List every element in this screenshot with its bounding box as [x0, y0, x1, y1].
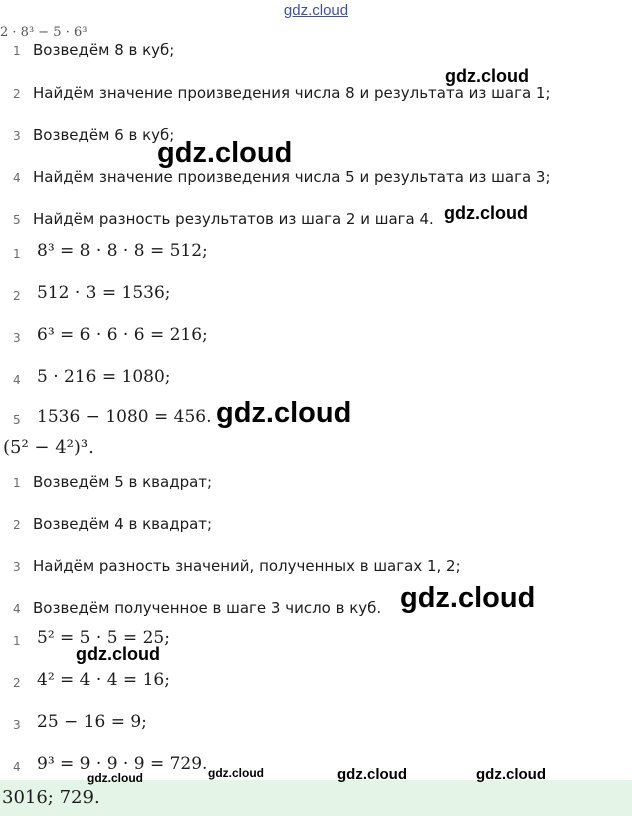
- list-item: [0, 209, 632, 233]
- list-item: [0, 472, 632, 496]
- watermark: gdz.cloud: [208, 766, 264, 780]
- list-item: [0, 83, 632, 107]
- list-item: [0, 283, 632, 307]
- step-number: 4: [13, 760, 21, 774]
- step-text: Возведём 4 в квадрат;: [33, 515, 213, 533]
- list-item: [0, 670, 632, 694]
- step-number: 3: [13, 718, 21, 732]
- step-text: Возведём 6 в куб;: [33, 126, 175, 144]
- list-item: [0, 367, 632, 391]
- math-line: 4² = 4 · 4 = 16;: [37, 670, 170, 690]
- watermark: gdz.cloud: [476, 766, 546, 783]
- watermark: gdz.cloud: [445, 66, 529, 86]
- watermark: gdz.cloud: [400, 582, 536, 614]
- watermark: gdz.cloud: [444, 203, 528, 223]
- step-number: 5: [13, 213, 21, 227]
- math-line: 5² = 5 · 5 = 25;: [37, 628, 170, 648]
- list-item: [0, 598, 632, 622]
- list-item: [0, 125, 632, 149]
- step-number: 3: [13, 129, 21, 143]
- watermark: gdz.cloud: [76, 644, 160, 664]
- step-number: 1: [13, 634, 21, 648]
- step-number: 1: [13, 247, 21, 261]
- list-item: [0, 167, 632, 191]
- step-text: Возведём полученное в шаге 3 число в куб.: [33, 599, 382, 617]
- step-number: 2: [13, 518, 21, 532]
- list-item: [0, 325, 632, 349]
- list-item: [0, 712, 632, 736]
- step-number: 2: [13, 87, 21, 101]
- cut-off-expression: 2 · 8³ − 5 · 6³: [0, 25, 88, 40]
- step-text: Возведём 5 в квадрат;: [33, 473, 213, 491]
- math-line: 512 · 3 = 1536;: [37, 283, 171, 303]
- step-number: 4: [13, 602, 21, 616]
- step-text: Возведём 8 в куб;: [33, 41, 175, 59]
- math-line: 1536 − 1080 = 456.: [37, 407, 212, 427]
- step-number: 1: [13, 44, 21, 58]
- list-item: [0, 241, 632, 265]
- step-number: 4: [13, 373, 21, 387]
- step-number: 3: [13, 331, 21, 345]
- watermark: gdz.cloud: [157, 137, 293, 169]
- step-number: 5: [13, 413, 21, 427]
- math-line: 25 − 16 = 9;: [37, 712, 147, 732]
- watermark: gdz.cloud: [216, 397, 352, 429]
- step-number: 4: [13, 171, 21, 185]
- step-text: Найдём разность результатов из шага 2 и шага 4.: [33, 210, 434, 228]
- step-number: 1: [13, 476, 21, 490]
- math-line: 8³ = 8 · 8 · 8 = 512;: [37, 241, 208, 261]
- step-number: 3: [13, 560, 21, 574]
- step-number: 2: [13, 289, 21, 303]
- list-item: [0, 556, 632, 580]
- expression-2: (5² − 4²)³.: [3, 437, 94, 458]
- step-number: 2: [13, 676, 21, 690]
- watermark: gdz.cloud: [87, 771, 143, 785]
- header-watermark-link[interactable]: gdz.cloud: [283, 2, 349, 19]
- math-line: 5 · 216 = 1080;: [37, 367, 171, 387]
- list-item: [0, 514, 632, 538]
- step-text: Найдём значение произведения числа 8 и результата из шага 1;: [33, 84, 551, 102]
- answer-text: 3016; 729.: [2, 787, 100, 808]
- math-line: 9³ = 9 · 9 · 9 = 729.: [37, 754, 208, 774]
- step-text: Найдём значение произведения числа 5 и результата из шага 3;: [33, 168, 551, 186]
- step-text: Найдём разность значений, полученных в шагах 1, 2;: [33, 557, 461, 575]
- watermark: gdz.cloud: [337, 766, 407, 783]
- answer-bar: [0, 780, 632, 816]
- math-line: 6³ = 6 · 6 · 6 = 216;: [37, 325, 208, 345]
- list-item: [0, 40, 632, 64]
